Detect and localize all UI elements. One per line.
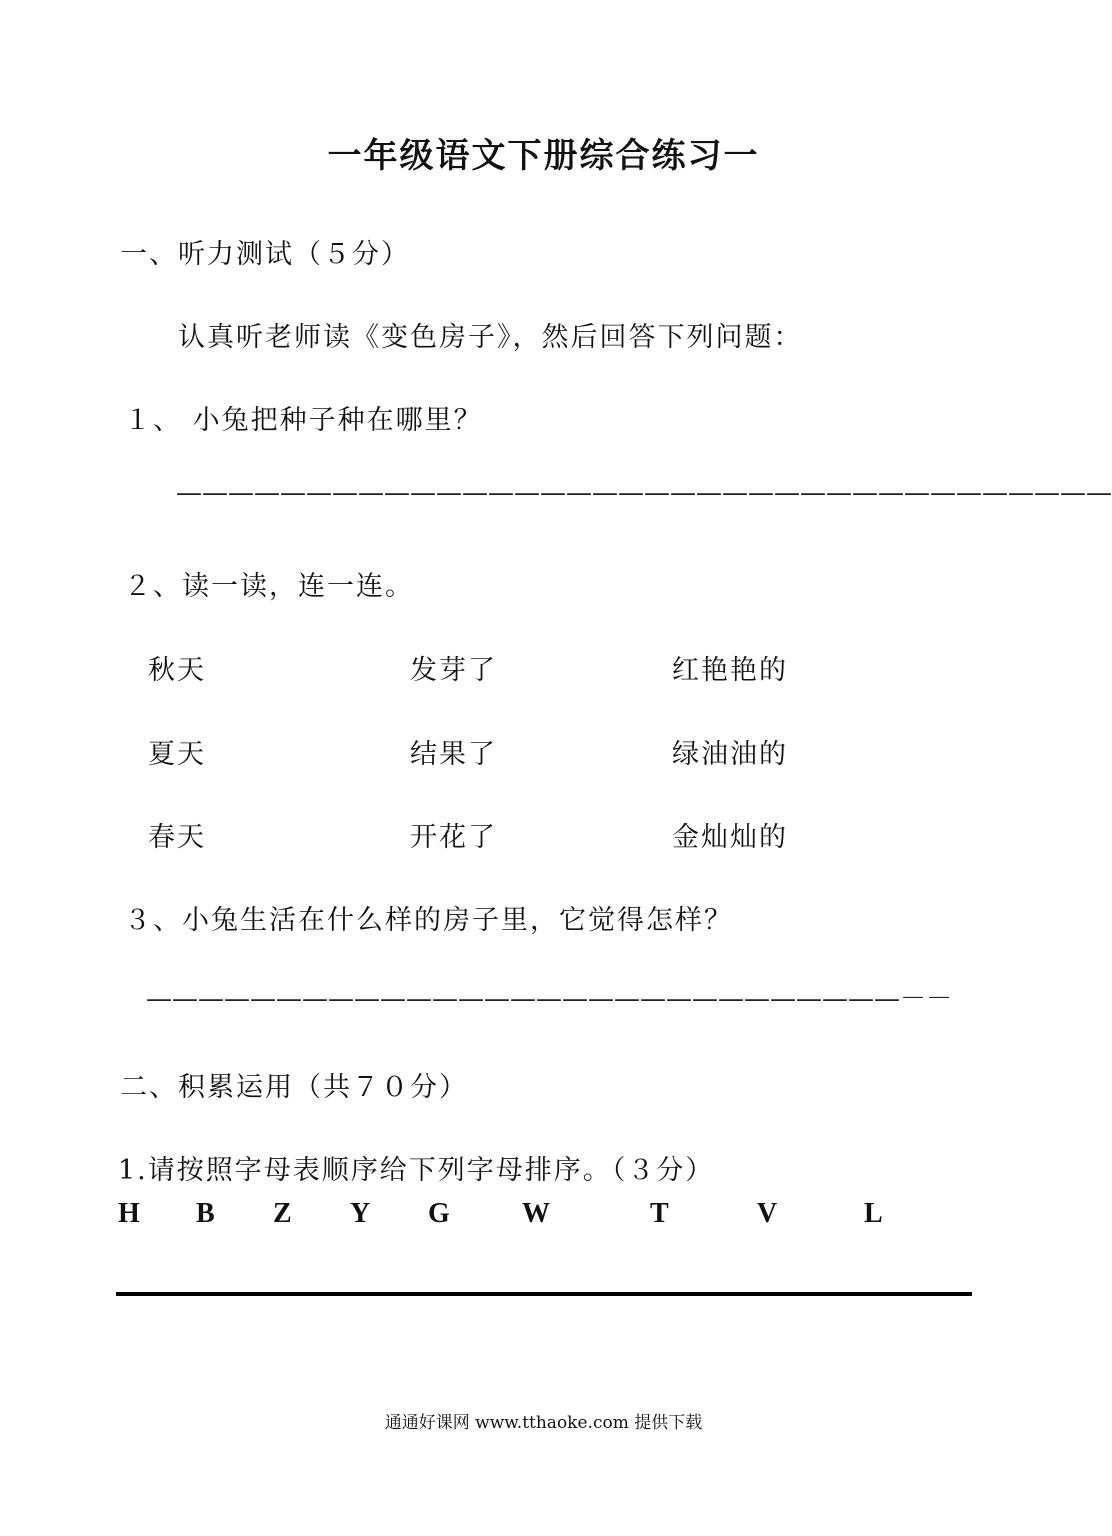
- question-3: ３、小兔生活在什么样的房子里，它觉得怎样？: [124, 905, 733, 936]
- letter-item: V: [757, 1198, 778, 1229]
- page-title: 一年级语文下册综合练习一: [327, 136, 760, 176]
- section-1-intro: 认真听老师读《变色房子》，然后回答下列问题：: [178, 322, 803, 353]
- letter-item: L: [864, 1198, 883, 1229]
- section-2-question-1: 1.请按照字母表顺序给下列字母排序。（３分）: [118, 1155, 715, 1186]
- match-col3-item: 红艳艳的: [672, 655, 788, 686]
- match-col2-item: 结果了: [410, 739, 497, 770]
- footer-credit: 通通好课网 www.tthaoke.com 提供下载: [384, 1413, 703, 1433]
- letter-item: H: [118, 1198, 140, 1229]
- letter-item: W: [522, 1198, 550, 1229]
- answer-rule: [116, 1292, 972, 1296]
- letter-item: B: [196, 1198, 215, 1229]
- question-1: １、 小兔把种子种在哪里？: [124, 405, 483, 436]
- section-1-heading: 一、听力测试（５分）: [120, 239, 410, 270]
- match-col3-item: 绿油油的: [672, 739, 788, 770]
- match-col2-item: 发芽了: [410, 655, 497, 686]
- question-2: ２、读一读，连一连。: [124, 571, 414, 602]
- letter-item: G: [428, 1198, 450, 1229]
- match-col1-item: 夏天: [148, 739, 206, 770]
- section-2-heading: 二、积累运用（共７０分）: [120, 1072, 468, 1103]
- match-col2-item: 开花了: [410, 822, 497, 853]
- match-col1-item: 春天: [148, 822, 206, 853]
- match-col3-item: 金灿灿的: [672, 822, 788, 853]
- match-col1-item: 秋天: [148, 655, 206, 686]
- letter-item: Z: [273, 1198, 292, 1229]
- letter-item: T: [650, 1198, 669, 1229]
- answer-line-3: —————————————————————————————－－: [146, 984, 953, 1014]
- answer-line-1: ————————————————————————————————————: [176, 478, 1112, 508]
- letter-item: Y: [350, 1198, 371, 1229]
